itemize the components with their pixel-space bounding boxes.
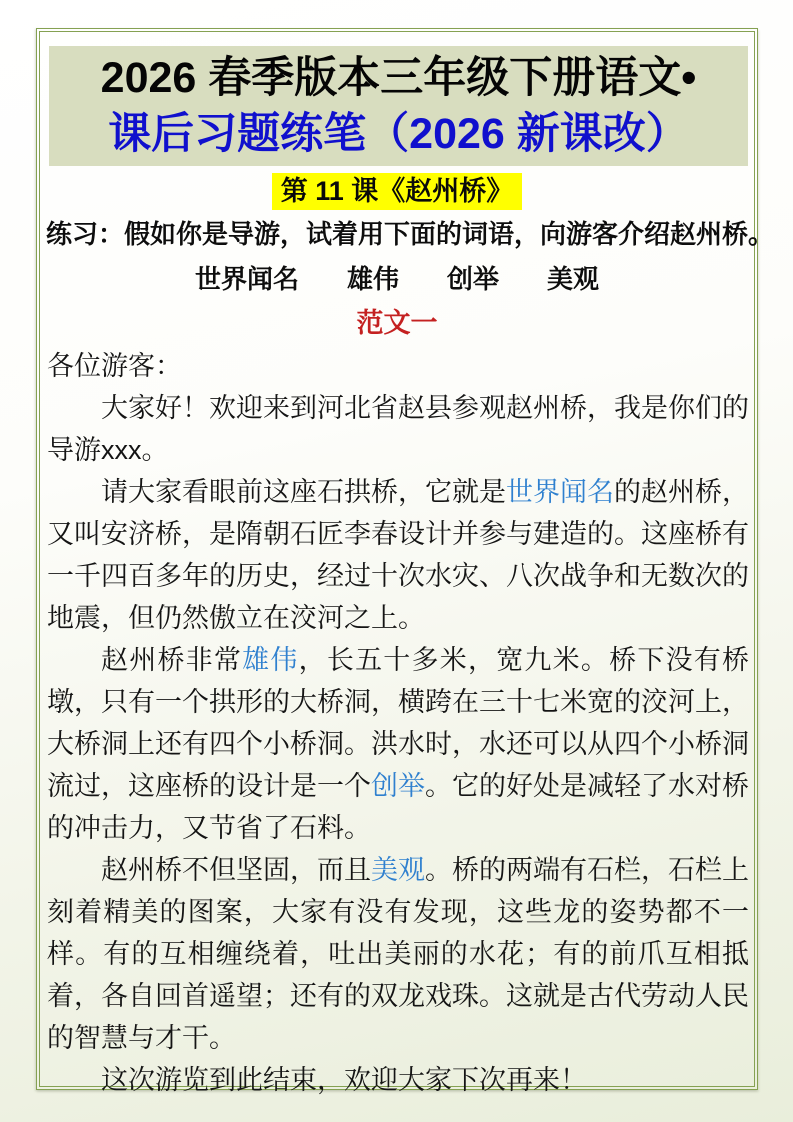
exercise-prompt: 练习：假如你是导游，试着用下面的词语，向游客介绍赵州桥。	[46, 219, 775, 249]
lesson-title-highlight: 第 11 课《赵州桥》	[272, 173, 523, 210]
essay-text: 。桥的两端有石栏，石栏上刻着精美的图案，大家有没有发现，这些龙的姿势都不一样。有的互相缠绕着，吐出美丽的水花；有的前爪互相抵着，各自回首遥望；还有的双龙戏珠。这就是古代劳动人民的智慧与才干。	[47, 855, 749, 1053]
word-bank-item: 创举	[447, 264, 500, 294]
essay-text: 请大家看眼前这座石拱桥，它就是	[101, 477, 506, 507]
keyword-highlight: 美观	[371, 855, 425, 885]
worksheet-page-frame	[36, 28, 775, 1095]
essay-text: 这次游览到此结束，欢迎大家下次再来！	[101, 1065, 587, 1095]
essay-text: ，长五十多米，宽九米。桥下没有桥墩，只有一个拱形的大桥洞，横跨在三十七米宽的洨河上，大桥洞上还有四个小桥洞。洪水时，水还可以从四个小桥洞流过，这座桥的设计是一个	[47, 645, 750, 801]
main-title-line2: 课后习题练笔（2026 新课改）	[108, 110, 689, 158]
lesson-title-row	[40, 173, 754, 210]
essay-paragraph	[47, 345, 749, 387]
essay-text: 的赵州桥，又叫安济桥，是隋朝石匠李春设计并参与建造的。这座桥有一千四百多年的历史，经过十次水灾、八次战争和无数次的地震，但仍然傲立在洨河之上。	[47, 477, 749, 633]
essay-paragraph	[47, 639, 749, 849]
word-bank-item: 雄伟	[346, 264, 399, 294]
essay-text: 。它的好处是减轻了水对桥的冲击力，又节省了石料。	[47, 771, 749, 843]
essay-paragraph	[47, 471, 749, 639]
essay-body	[47, 345, 749, 1101]
word-bank	[40, 261, 754, 297]
word-bank-item: 美观	[547, 264, 600, 294]
essay-text: 赵州桥非常	[101, 645, 243, 675]
keyword-highlight: 雄伟	[242, 645, 299, 675]
word-bank-item: 世界闻名	[194, 264, 299, 294]
section-heading: 范文一	[356, 308, 438, 338]
essay-text: 各位游客：	[47, 351, 182, 381]
essay-paragraph	[47, 387, 749, 471]
essay-paragraph	[47, 849, 749, 1059]
keyword-highlight: 世界闻名	[506, 477, 614, 507]
keyword-highlight: 创举	[371, 771, 425, 801]
title-banner	[49, 46, 748, 166]
essay-paragraph	[47, 1059, 749, 1101]
essay-text: 赵州桥不但坚固，而且	[101, 855, 371, 885]
main-title-line1: 2026 春季版本三年级下册语文•	[100, 54, 697, 102]
essay-text: 大家好！欢迎来到河北省赵县参观赵州桥，我是你们的导游xxx。	[47, 393, 749, 465]
